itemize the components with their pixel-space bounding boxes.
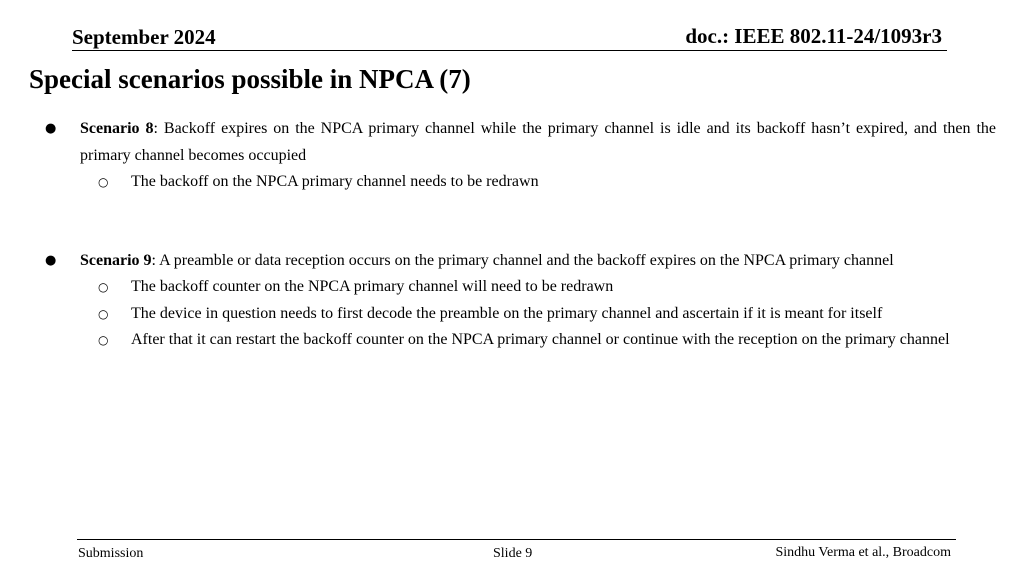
header-divider xyxy=(72,50,947,51)
footer-authors: Sindhu Verma et al., Broadcom xyxy=(775,545,951,560)
sub-bullet: ○ The backoff counter on the NPCA primary channel will need to be redrawn xyxy=(131,274,996,301)
footer-divider xyxy=(77,539,956,540)
sub-list xyxy=(0,274,1024,354)
slide-content xyxy=(0,116,1024,354)
footer-submission: Submission xyxy=(78,546,144,561)
footer-slide-number: Slide 9 xyxy=(493,546,533,561)
header-doc-number: doc.: IEEE 802.11-24/1093r3 xyxy=(685,24,942,48)
sub-list xyxy=(0,169,1024,196)
bullet-scenario-9 xyxy=(80,248,996,275)
bullet-scenario-8 xyxy=(80,116,996,169)
header-date: September 2024 xyxy=(72,25,216,49)
slide-title: Special scenarios possible in NPCA (7) xyxy=(29,64,471,94)
bullet-text: : Backoff expires on the NPCA primary channel while the primary channel is idle and its backoff hasn’t expired, and then the primary channel becomes occupied xyxy=(80,120,997,164)
sub-bullet: ○ After that it can restart the backoff counter on the NPCA primary channel or continue with the reception on the primary channel xyxy=(131,327,996,354)
bullet-text: : A preamble or data reception occurs on the primary channel and the backoff expires on the NPCA primary channel xyxy=(151,251,894,269)
sub-bullet: ○ The device in question needs to first decode the preamble on the primary channel and ascertain if it is meant for itself xyxy=(131,301,996,328)
bullet-label: Scenario 8 xyxy=(80,120,154,137)
bullet-label: Scenario 9 xyxy=(80,251,152,269)
sub-bullet: ○ The backoff on the NPCA primary channel needs to be redrawn xyxy=(131,169,996,196)
